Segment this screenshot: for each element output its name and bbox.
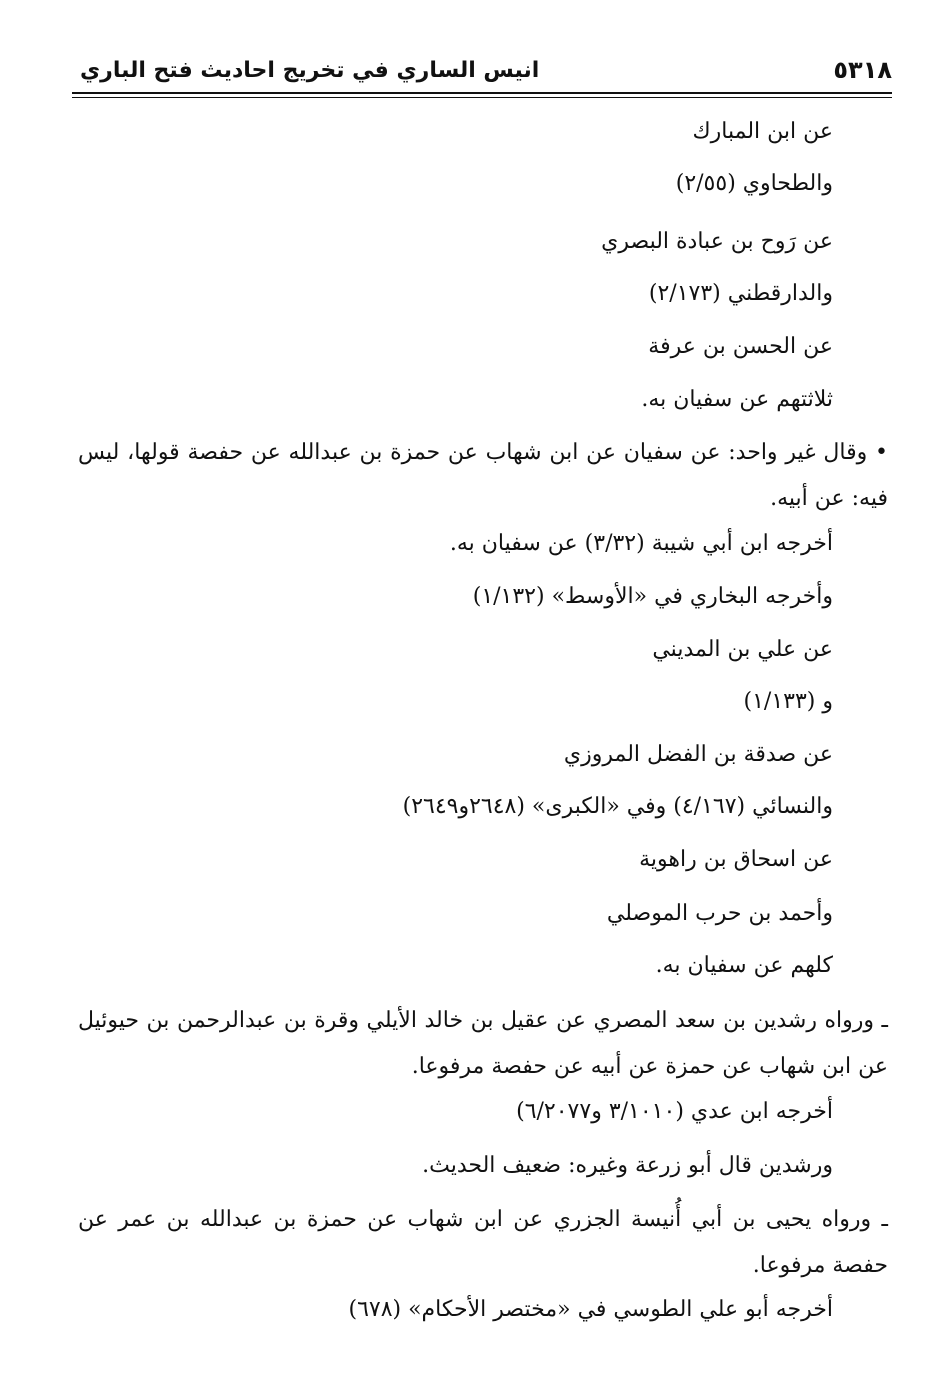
text-line: ورشدين قال أبو زرعة وغيره: ضعيف الحديث. [422,1153,833,1178]
text-line: عن ابن المبارك [692,119,833,144]
text-line: عن رَوح بن عبادة البصري [601,229,833,254]
text-line: وأخرجه البخاري في «الأوسط» (١/١٣٢) [472,584,833,609]
page-number: ٥٣١٨ [833,56,892,84]
header-rule-thin [72,97,892,98]
text-line: عن الحسن بن عرفة [648,334,833,359]
running-title: انيس الساري في تخريج احاديث فتح الباري [80,58,540,83]
text-line: أخرجه ابن أبي شيبة (٣/٣٢) عن سفيان به. [449,531,833,556]
text-line: وأحمد بن حرب الموصلي [606,901,833,926]
bullet-paragraph: • وقال غير واحد: عن سفيان عن ابن شهاب عن حمزة بن عبدالله عن حفصة قولها، ليس فيه: عن أبيه. [78,440,888,511]
text-line: عن اسحاق بن راهوية [639,847,833,872]
text-line: كلهم عن سفيان به. [655,953,833,978]
header-rule-thick [72,92,892,94]
text-line: والنسائي (٤/١٦٧) وفي «الكبرى» (٢٦٤٨و٢٦٤٩) [402,794,833,819]
text-line: أخرجه أبو علي الطوسي في «مختصر الأحكام» (٦٧٨) [348,1297,833,1322]
text-line: ثلاثتهم عن سفيان به. [641,387,833,412]
text-line: أخرجه ابن عدي (٣/١٠١٠ و٦/٢٠٧٧) [516,1099,833,1124]
text-line: والدارقطني (٢/١٧٣) [648,281,833,306]
text-line: و (١/١٣٣) [743,689,833,714]
text-line: عن صدقة بن الفضل المروزي [563,742,833,767]
dash-paragraph: ـ ورواه يحيى بن أبي أُنيسة الجزري عن ابن شهاب عن حمزة بن عبدالله بن عمر عن حفصة مرفوعا. [78,1207,888,1278]
dash-paragraph: ـ ورواه رشدين بن سعد المصري عن عقيل بن خالد الأيلي وقرة بن عبدالرحمن بن حيوئيل عن ابن شهاب عن حمزة عن أبيه عن حفصة مرفوعا. [78,1008,888,1079]
page-header [70,56,892,92]
text-line: عن علي بن المديني [652,637,833,662]
text-line: والطحاوي (٢/٥٥) [675,171,833,196]
